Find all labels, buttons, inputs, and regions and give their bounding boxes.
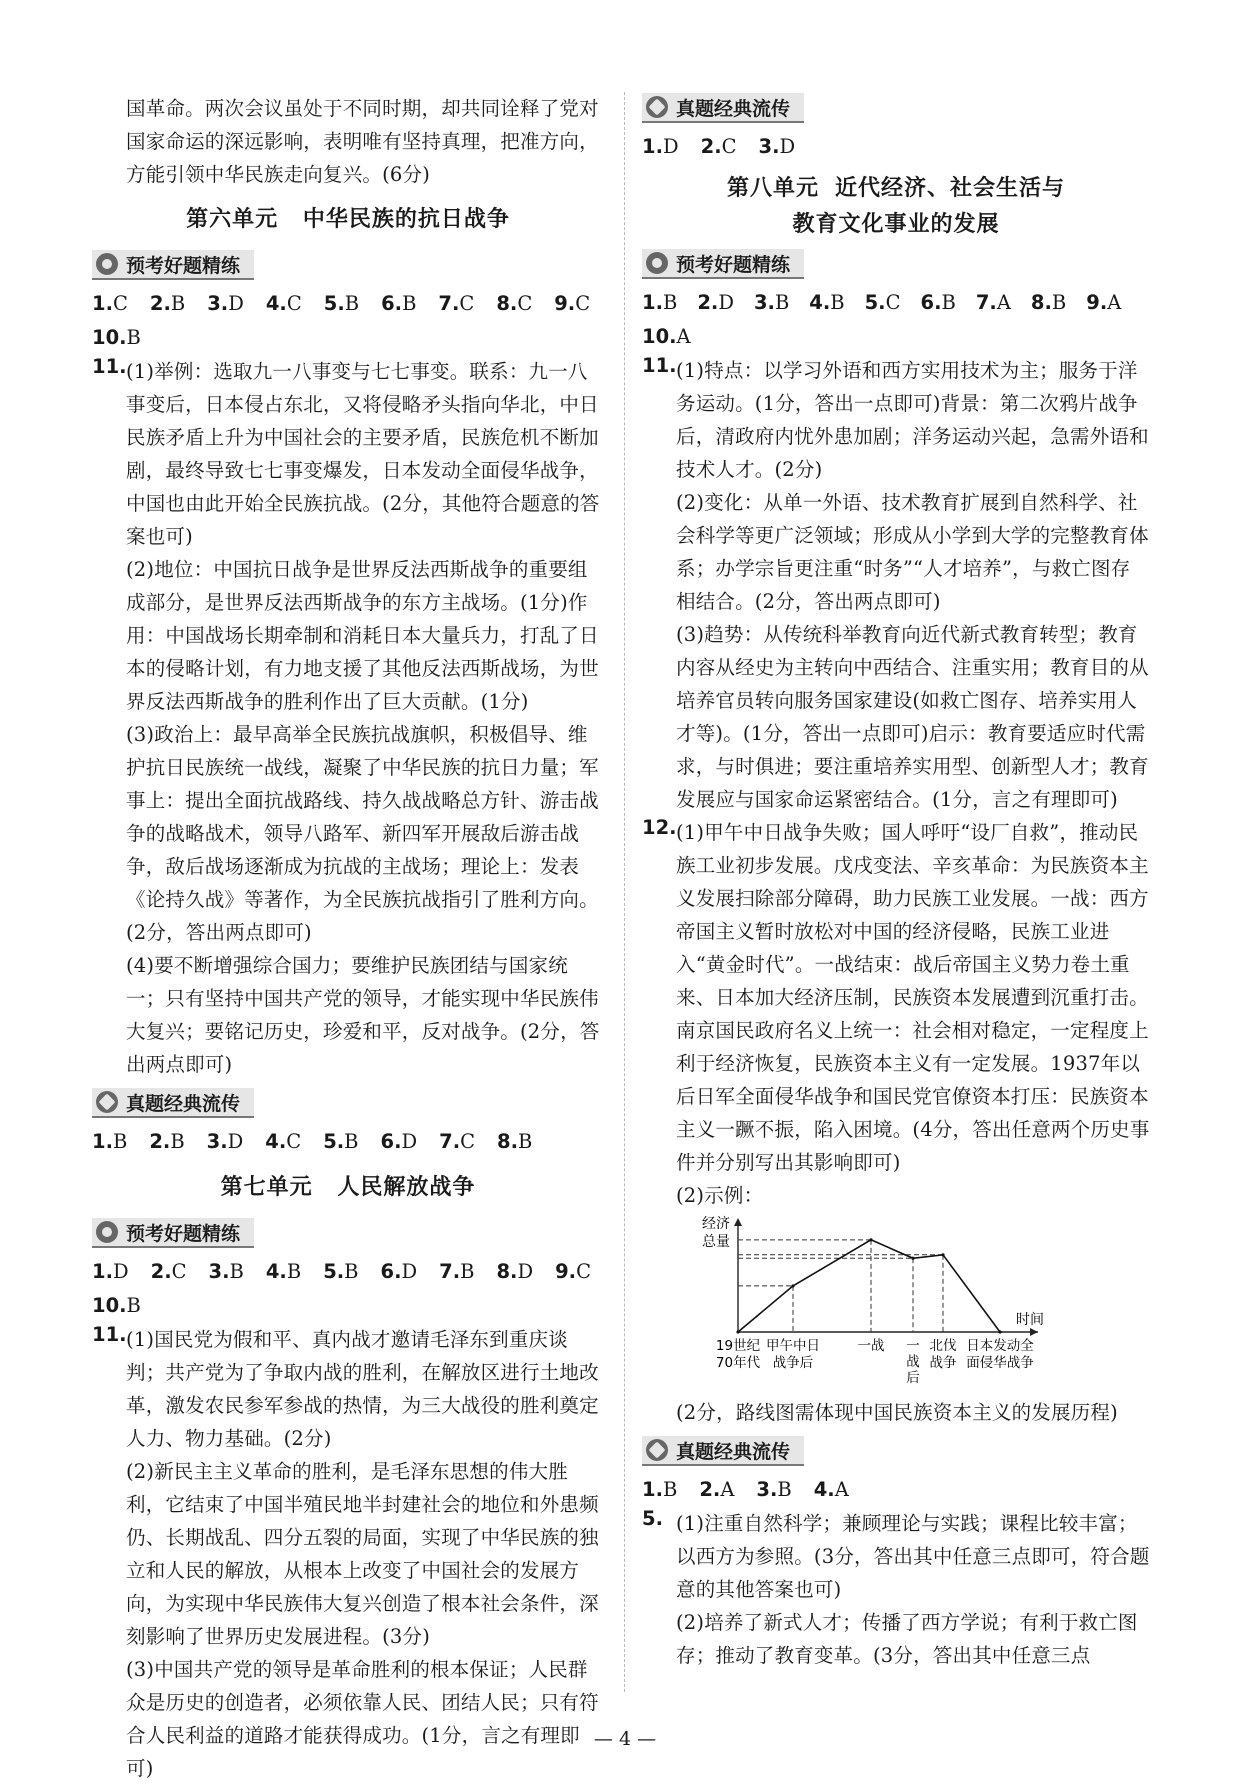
cube-icon	[646, 96, 668, 118]
section-label: 预考好题精练	[126, 254, 241, 277]
x-axis-arrow	[1030, 1328, 1038, 1336]
section-header	[642, 1435, 1150, 1467]
question-number: 5.	[642, 1507, 663, 1530]
answer-row: 1.B 2.A 3.B 4.A	[642, 1478, 849, 1501]
y-axis-label-line2: 总量	[702, 1234, 730, 1250]
chart-svg	[676, 1214, 1106, 1392]
answer-row: 10.A	[642, 325, 691, 348]
section-header	[642, 248, 1150, 280]
section-label: 预考好题精练	[676, 253, 791, 276]
answer-paragraph: (3)政治上：最早高举全民族抗战旗帜，积极倡导、维护抗日民族统一战线，凝聚了中华民族的抗日力量；军事上：提出全面抗战路线、持久战战略总方针、游击战争的战略战术，领导八路军、新四军开展敌后游击战争，敌后战场逐渐成为抗战的主战场；理论上：发表《论持久战》等著作，为全民族抗战指引了胜利方向。(2分，答出两点即可)	[126, 723, 599, 944]
category-label: 一战	[857, 1338, 885, 1354]
answer-paragraph: (1)举例：选取九一八事变与七七事变。联系：九一八事变后，日本侵占东北，又将侵略矛头指向华北，中日民族矛盾上升为中国社会的主要矛盾，民族危机不断加剧，最终导致七七事变爆发，日本发动全面侵华战争，中国也由此开始全民族抗战。(2分，其他符合题意的答案也可)	[126, 360, 600, 548]
unit6-title: 中华民族的抗日战争	[302, 206, 510, 232]
target-icon	[96, 253, 118, 275]
section-label: 预考好题精练	[126, 1222, 241, 1245]
answer-paragraph: (2)地位：中国抗日战争是世界反法西斯战争的重要组成部分，是世界反法西斯战争的东方主战场。(1分)作用：中国战场长期牵制和消耗日本大量兵力，打乱了日本的侵略计划，有力地支援了其他反法西斯战场，为世界反法西斯战争的胜利作出了巨大贡献。(1分)	[126, 558, 599, 713]
category-label: 70年代	[715, 1355, 761, 1371]
page-number: — 4 —	[593, 1728, 657, 1750]
category-label: 后	[906, 1370, 920, 1386]
economy-line-chart	[676, 1214, 1150, 1396]
question-number: 12.	[642, 816, 677, 839]
right-column	[642, 92, 1150, 1672]
question-11	[92, 1323, 604, 1785]
data-point	[791, 1284, 794, 1287]
cube-icon	[96, 1091, 118, 1113]
intro-paragraph: 国革命。两次会议虽处于不同时期，却共同诠释了党对国家命运的深远影响，表明唯有坚持真理，把准方向，方能引领中华民族走向复兴。(6分)	[126, 97, 599, 186]
unit7-heading	[92, 1169, 604, 1205]
target-icon	[96, 1221, 118, 1243]
section-label: 真题经典流传	[676, 1440, 791, 1463]
answer-row: 1.D 2.C 3.B 4.B 5.B 6.D 7.B 8.D 9.C	[92, 1260, 591, 1283]
column-divider	[624, 92, 625, 1692]
section-header	[92, 1087, 604, 1119]
cube-icon	[646, 1439, 668, 1461]
answer-row: 1.C 2.B 3.D 4.C 5.B 6.B 7.C 8.C 9.C	[92, 292, 591, 315]
section-label: 真题经典流传	[126, 1092, 241, 1115]
answer-paragraph: (2)示例：	[676, 1184, 764, 1207]
x-axis-label: 时间	[1016, 1312, 1044, 1328]
answer-paragraph: (2)新民主主义革命的胜利，是毛泽东思想的伟大胜利，它结束了中国半殖民地半封建社会的地位和外患频仍、长期战乱、四分五裂的局面，实现了中华民族的独立和人民的解放，从根本上改变了中国社会的发展方向，为实现中华民族伟大复兴创造了根本社会条件，深刻影响了世界历史发展进程。(3分)	[126, 1460, 599, 1648]
unit8-number: 第八单元	[726, 175, 819, 201]
answer-row: 1.B 2.B 3.D 4.C 5.B 6.D 7.C 8.B	[92, 1130, 533, 1153]
answer-paragraph: (2分，路线图需体现中国民族资本主义的发展历程)	[676, 1401, 1118, 1424]
category-label: 日本发动全	[966, 1338, 1034, 1354]
unit7-number: 第七单元	[220, 1174, 313, 1200]
category-label: 战争后	[772, 1355, 814, 1371]
category-label: 甲午中日	[766, 1338, 820, 1354]
unit8-title-line1: 近代经济、社会生活与	[835, 175, 1066, 201]
answer-paragraph: (1)特点：以学习外语和西方实用技术为主；服务于洋务运动。(1分，答出一点即可)背景：第二次鸦片战争后，清政府内忧外患加剧；洋务运动兴起，急需外语和技术人才。(2分)	[676, 359, 1149, 481]
section-header	[92, 249, 604, 281]
section-label: 真题经典流传	[676, 97, 791, 120]
unit8-title-line2: 教育文化事业的发展	[792, 211, 1000, 237]
category-label: 一	[906, 1338, 920, 1354]
question-number: 11.	[642, 354, 677, 377]
answer-paragraph: (2)培养了新式人才；传播了西方学说；有利于救亡图存；推动了教育变革。(3分，答出其中任意三点	[676, 1611, 1138, 1667]
category-label: 19世纪	[715, 1338, 761, 1354]
answer-paragraph: (3)趋势：从传统科举教育向近代新式教育转型；教育内容从经史为主转向中西结合、注重实用；教育目的从培养官员转向服务国家建设(如救亡图存、培养实用人才等)。(1分，答出一点即可)启示：教育要适应时代需求，与时俱进；要注重培养实用型、创新型人才；教育发展应与国家命运紧密结合。(1分，言之有理即可)	[676, 623, 1149, 811]
data-point	[998, 1330, 1001, 1333]
question-11	[642, 354, 1150, 816]
target-icon	[646, 252, 668, 274]
question-number: 11.	[92, 1323, 127, 1346]
unit8-heading	[642, 170, 1150, 242]
question-11	[92, 355, 604, 1081]
section-header	[92, 1217, 604, 1249]
question-5	[642, 1507, 1150, 1672]
unit7-title: 人民解放战争	[337, 1174, 476, 1200]
category-label: 面侵华战争	[966, 1355, 1034, 1371]
y-axis-label: 经济	[702, 1216, 730, 1232]
answer-paragraph: (2)变化：从单一外语、技术教育扩展到自然科学、社会科学等更广泛领域；形成从小学到大学的完整教育体系；办学宗旨更注重“时务”“人才培养”，与救亡图存相结合。(2分，答出两点即可)	[676, 491, 1149, 613]
answer-paragraph: (4)要不断增强综合国力；要维护民族团结与国家统一；只有坚持中国共产党的领导，才能实现中华民族伟大复兴；要铭记历史，珍爱和平，反对战争。(2分，答出两点即可)	[126, 954, 600, 1076]
category-label: 战	[906, 1354, 920, 1370]
data-point	[736, 1330, 739, 1333]
answer-row: 10.B	[92, 326, 141, 349]
left-column	[92, 92, 604, 1785]
question-number: 11.	[92, 355, 127, 378]
category-label: 战争	[929, 1355, 957, 1371]
unit6-heading	[92, 201, 604, 237]
unit6-number: 第六单元	[186, 206, 279, 232]
category-label: 北伐	[929, 1338, 957, 1354]
answer-paragraph: (1)甲午中日战争失败；国人呼吁“设厂自救”，推动民族工业初步发展。戊戌变法、辛亥革命：为民族资本主义发展扫除部分障碍，助力民族工业发展。一战：西方帝国主义暂时放松对中国的经济侵略，民族工业进入“黄金时代”。一战结束：战后帝国主义势力卷土重来、日本加大经济压制，民族资本发展遭到沉重打击。南京国民政府名义上统一：社会相对稳定，一定程度上利于经济恢复，民族资本主义有一定发展。1937年以后日军全面侵华战争和国民党官僚资本打压：民族资本主义一蹶不振，陷入困境。(4分，答出任意两个历史事件并分别写出其影响即可)	[676, 821, 1150, 1174]
answer-row: 1.D 2.C 3.D	[642, 135, 796, 158]
section-header	[642, 92, 1150, 124]
answer-paragraph: (1)注重自然科学；兼顾理论与实践；课程比较丰富；以西方为参照。(3分，答出其中任意三点即可，符合题意的其他答案也可)	[676, 1512, 1150, 1601]
series-line	[738, 1240, 1000, 1332]
data-point	[911, 1257, 914, 1260]
y-axis-arrow	[734, 1218, 742, 1226]
answer-paragraph: (1)国民党为假和平、真内战才邀请毛泽东到重庆谈判；共产党为了争取内战的胜利，在解放区进行土地改革，激发农民参军参战的热情，为三大战役的胜利奠定人力、物力基础。(2分)	[126, 1328, 599, 1450]
data-point	[869, 1238, 872, 1241]
answer-paragraph: (3)中国共产党的领导是革命胜利的根本保证；人民群众是历史的创造者，必须依靠人民、团结人民；只有符合人民利益的道路才能获得成功。(1分，言之有理即可)	[126, 1658, 599, 1780]
question-12	[642, 816, 1150, 1429]
answer-row: 10.B	[92, 1294, 141, 1317]
data-point	[941, 1253, 944, 1256]
answer-row: 1.B 2.D 3.B 4.B 5.C 6.B 7.A 8.B 9.A	[642, 291, 1122, 314]
